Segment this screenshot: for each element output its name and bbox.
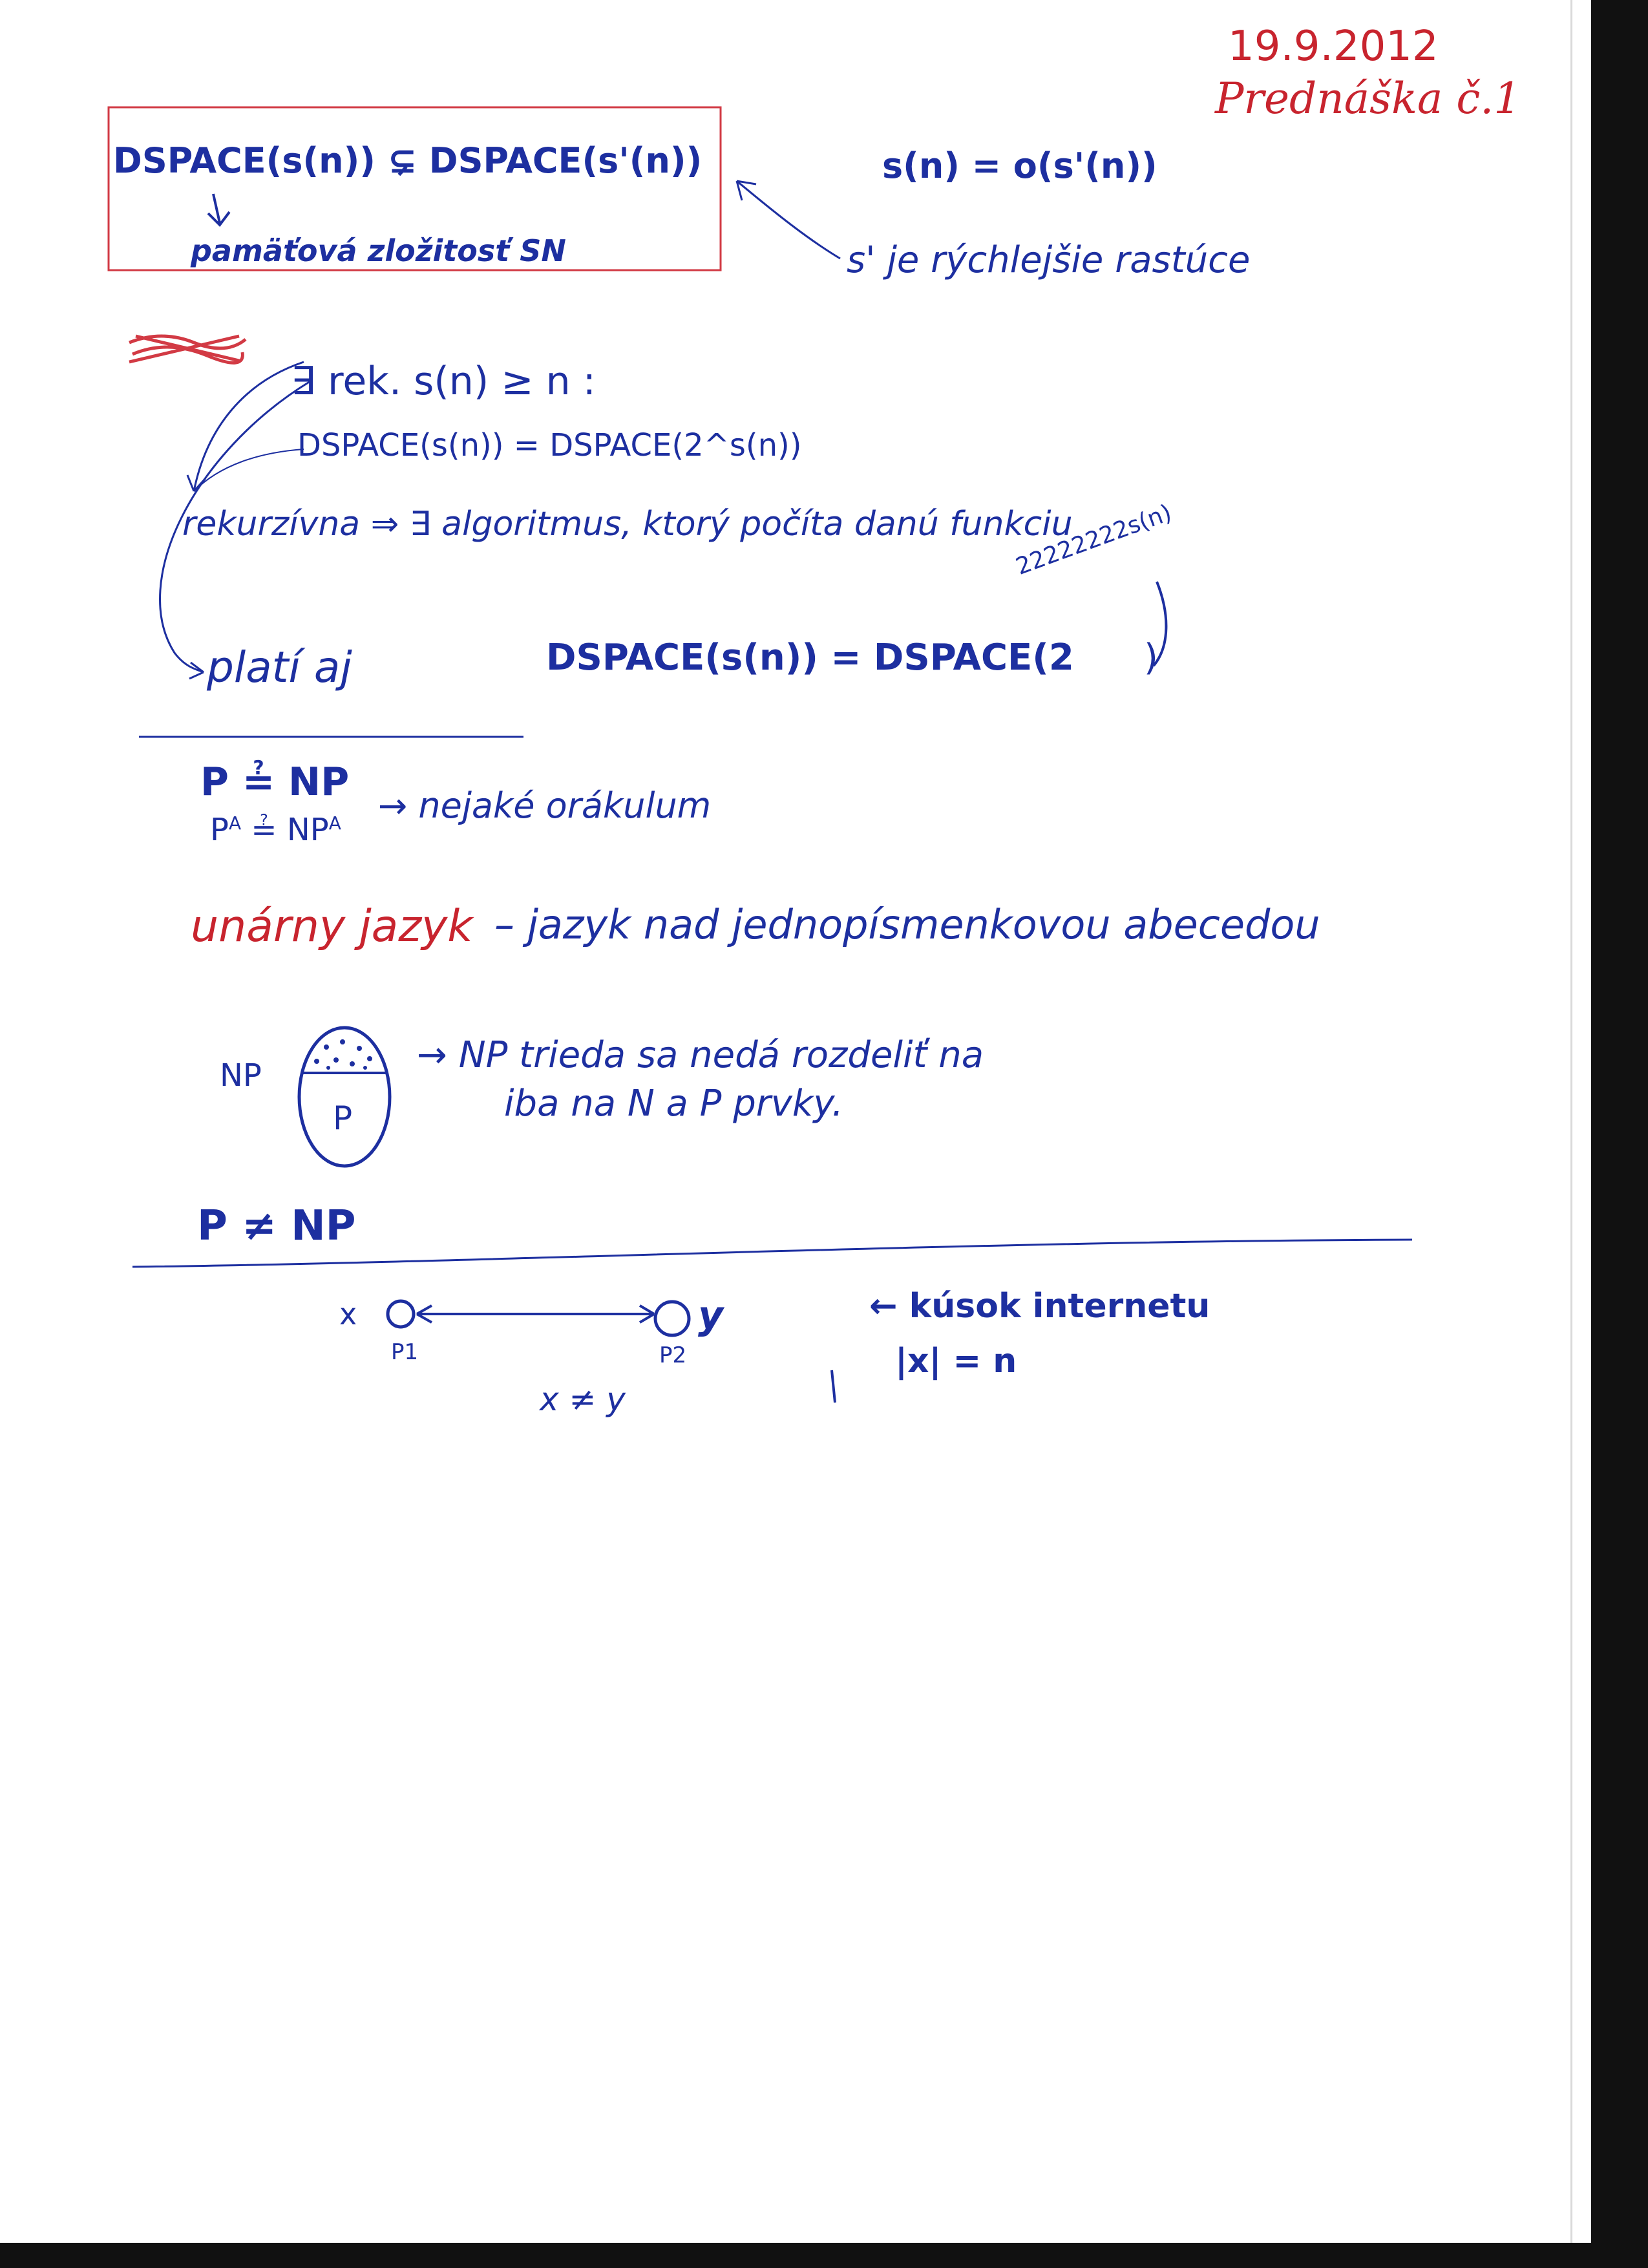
down-arrow xyxy=(208,194,229,225)
double-arrow-x-y xyxy=(417,1306,654,1322)
oracle-sup-a: A xyxy=(228,812,242,834)
date: 19.9.2012 xyxy=(1228,23,1439,70)
p-set-label: P xyxy=(333,1099,353,1137)
theorem: DSPACE(s(n)) ⊊ DSPACE(s'(n)) xyxy=(113,140,703,181)
np-dots xyxy=(314,1039,372,1070)
exponent-tower: 22222222s(n) xyxy=(1012,499,1176,580)
tick-mark xyxy=(832,1370,835,1403)
node-y xyxy=(655,1302,689,1335)
exists-recursive: ∃ rek. s(n) ≥ n : xyxy=(291,359,596,404)
lecture-title: Prednáška č.1 xyxy=(1215,74,1521,123)
also-holds-label: platí aj xyxy=(207,642,352,692)
gap-equality: DSPACE(s(n)) = DSPACE(2^s(n)) xyxy=(297,427,802,463)
note-arrow xyxy=(737,181,840,259)
growth-note: s' je rýchlejšie rastúce xyxy=(847,239,1251,281)
np-set-label: NP xyxy=(220,1057,262,1094)
np-ellipse xyxy=(299,1028,390,1166)
oracle-np: ≟ NP xyxy=(241,812,329,848)
oracle-note: → nejaké orákulum xyxy=(378,785,712,826)
unary-language-definition: – jazyk nad jednopísmenkovou abecedou xyxy=(494,901,1320,948)
p-vs-np-question: P ≟ NP xyxy=(200,759,350,805)
x-neq-y: x ≠ y xyxy=(540,1381,626,1418)
np-class-note-line1: → NP trieda sa nedá rozdeliť na xyxy=(417,1034,984,1076)
np-class-note-line2: iba na N a P prvky. xyxy=(504,1083,843,1125)
node-x xyxy=(388,1301,414,1327)
oracle-formula xyxy=(210,812,341,848)
unary-language-term: unárny jazyk xyxy=(191,901,473,952)
internet-piece-note: ← kúsok internetu xyxy=(869,1287,1210,1326)
label-p1: P1 xyxy=(391,1339,419,1365)
p-neq-np: P ≠ NP xyxy=(197,1202,356,1250)
length-note: |x| = n xyxy=(895,1342,1017,1381)
oracle-sup-a2: A xyxy=(328,812,341,834)
tower-formula: DSPACE(s(n)) = DSPACE(2 xyxy=(546,637,1074,679)
oracle-p: P xyxy=(210,812,229,848)
little-o-condition: s(n) = o(s'(n)) xyxy=(882,145,1157,186)
scribbled-word xyxy=(129,336,246,363)
tower-close: ) xyxy=(1144,637,1158,679)
label-p2: P2 xyxy=(659,1342,687,1368)
label-x: x xyxy=(339,1297,357,1331)
label-y: y xyxy=(698,1293,724,1338)
recursive-note: rekurzívna ⇒ ∃ algoritmus, ktorý počíta danú funkciu xyxy=(182,505,1073,544)
curved-arrow-recursive xyxy=(187,362,304,491)
space-complexity-note: pamäťová zložitosť SN xyxy=(191,233,566,268)
